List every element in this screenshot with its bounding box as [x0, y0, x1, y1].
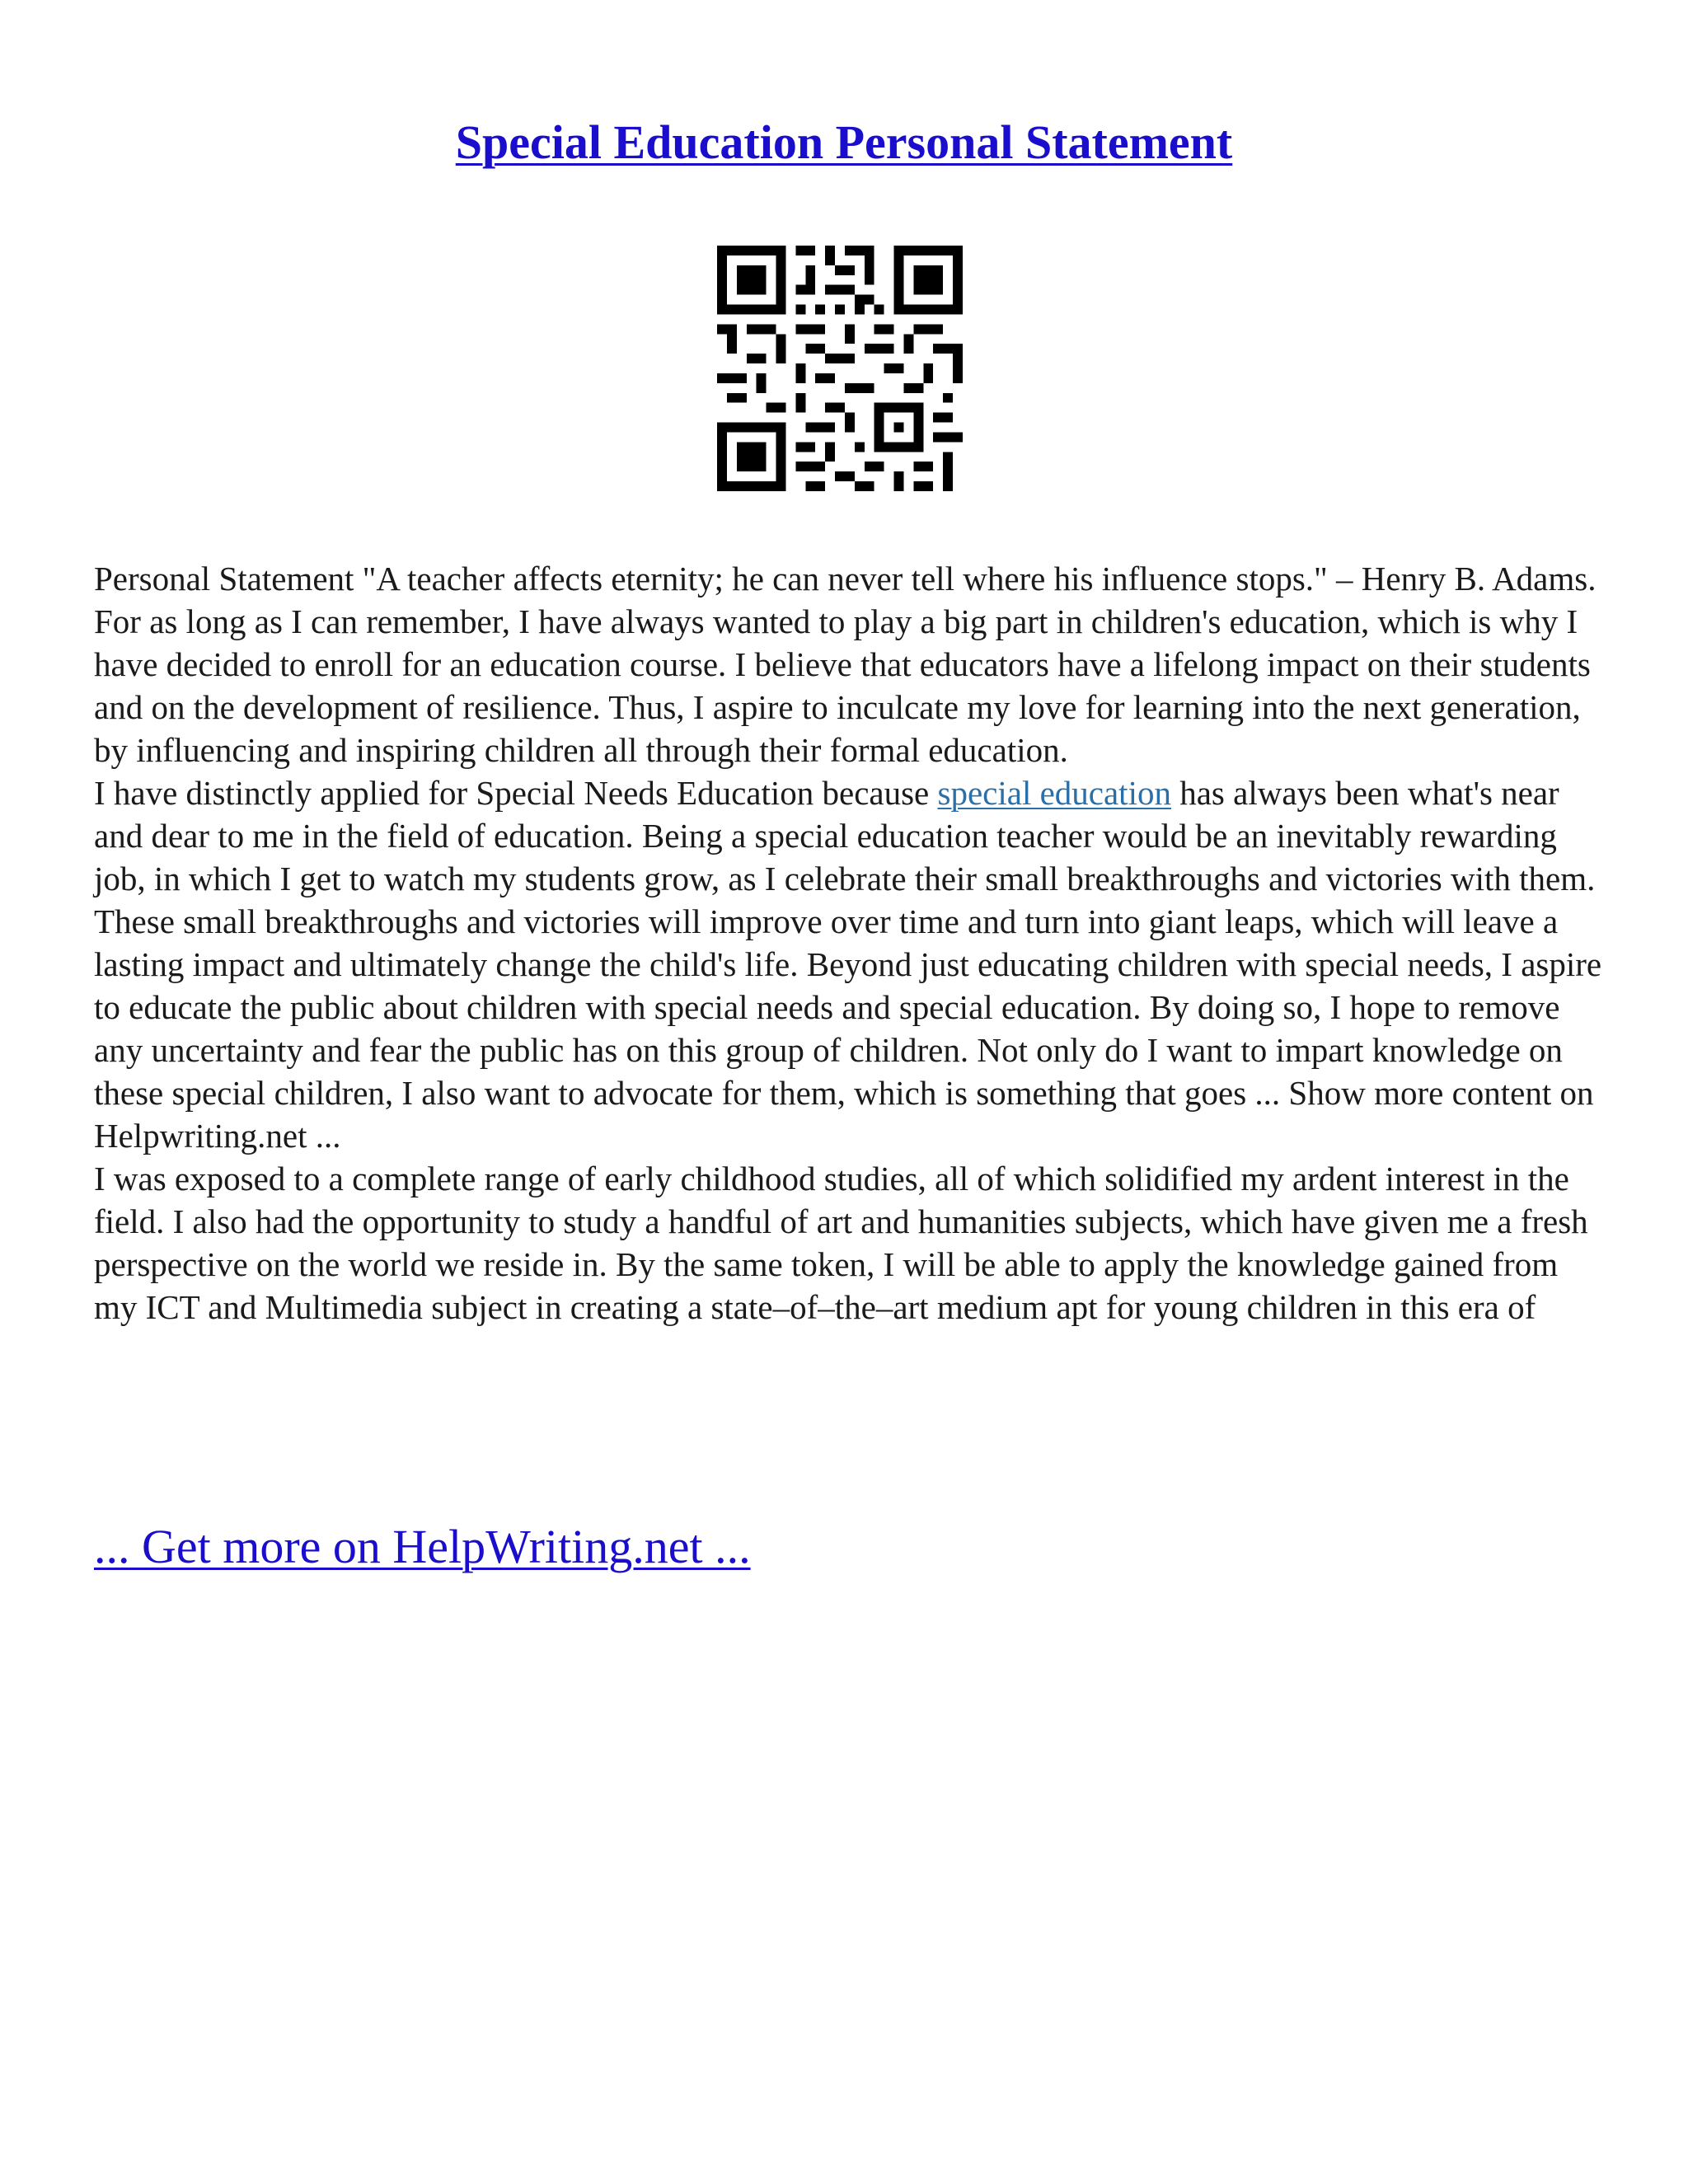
page-title — [0, 114, 1688, 171]
statement-body — [94, 557, 1602, 1329]
paragraph-3: I was exposed to a complete range of early childhood studies, all of which solidified my ardent interest in the field. I also had the opportunity to study a handful of art and humanities subjects, which have given me a fresh perspective on the world we reside in. By the same token, I will be able to apply the knowledge gained from my ICT and Multimedia subject in creating a state–of–the–art medium apt for young children in this era of — [94, 1160, 1588, 1326]
paragraph-2 — [94, 771, 1602, 1157]
paragraph-1: Personal Statement "A teacher affects eternity; he can never tell where his influence stops." – Henry B. Adams. For as long as I can remember, I have always wanted to play a big part in children's education, which is why I have decided to enroll for an education course. I believe that educators have a lifelong impact on their students and on the development of resilience. Thus, I aspire to inculcate my love for learning into the next generation, by influencing and inspiring children all through their formal education. — [94, 560, 1597, 769]
qr-code-icon — [717, 246, 963, 491]
paragraph-2-after-link: has always been what's near and dear to me in the field of education. Being a special education teacher would be an inevitably rewarding job, in which I get to watch my students grow, as I celebrate their small breakthroughs and victories with them. These small breakthroughs and victories will improve over time and turn into giant leaps, which will leave a lasting impact and ultimately change the child's life. Beyond just educating children with special needs, I aspire to educate the public about children with special needs and special education. By doing so, I hope to remove any uncertainty and fear the public has on this group of children. Not only do I want to impart knowledge on these special children, I also want to advocate for them, which is something that goes ... Show more content on Helpwriting.net ... — [94, 774, 1602, 1155]
paragraph-2-before-link: I have distinctly applied for Special Needs Education because — [94, 774, 938, 812]
get-more-link[interactable]: ... Get more on HelpWriting.net ... — [94, 1520, 751, 1573]
title-link[interactable]: Special Education Personal Statement — [455, 115, 1233, 169]
get-more-container — [94, 1518, 751, 1576]
qr-code-graphic — [717, 246, 963, 491]
special-education-link[interactable]: special education — [937, 774, 1171, 812]
